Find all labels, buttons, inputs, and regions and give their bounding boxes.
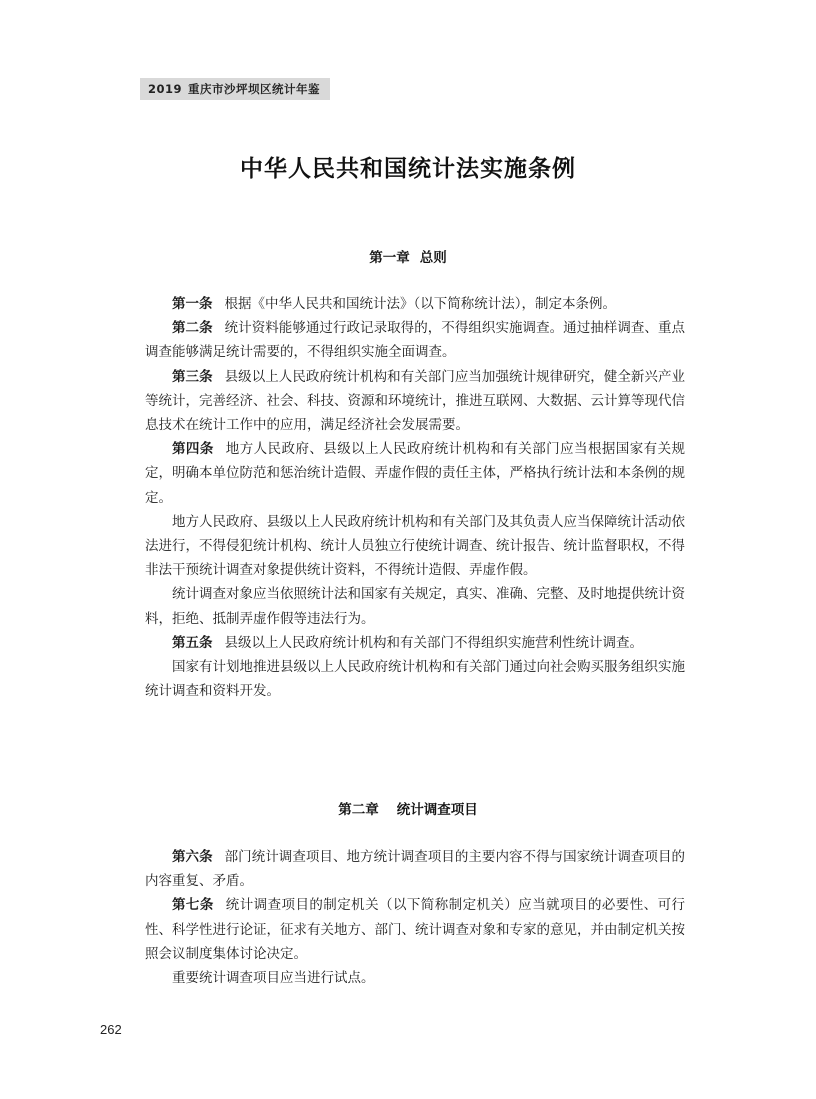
- article-number: 第三条: [172, 368, 213, 385]
- page-number: 262: [100, 1022, 122, 1037]
- article-paragraph: [145, 437, 685, 510]
- header-book-title: 重庆市沙坪坝区统计年鉴: [188, 82, 321, 96]
- article-text: 县级以上人民政府统计机构和有关部门不得组织实施营利性统计调查。: [224, 634, 643, 651]
- article-paragraph: [145, 582, 685, 630]
- chapter-1-body: [145, 292, 685, 703]
- article-text: 重要统计调查项目应当进行试点。: [172, 970, 375, 987]
- article-text: 统计调查项目的制定机关（以下简称制定机关）应当就项目的必要性、可行性、科学性进行论证，征求有关地方、部门、统计调查对象和专家的意见，并由制定机关按照会议制度集体讨论决定。: [145, 897, 686, 962]
- article-text: 统计调查对象应当依照统计法和国家有关规定，真实、准确、完整、及时地提供统计资料，拒绝、抵制弄虚作假等违法行为。: [145, 586, 685, 627]
- article-number: 第四条: [172, 441, 214, 458]
- article-text: 根据《中华人民共和国统计法》（以下简称统计法），制定本条例。: [224, 296, 616, 312]
- article-text: 县级以上人民政府统计机构和有关部门应当加强统计规律研究，健全新兴产业等统计，完善经济、社会、科技、资源和环境统计，推进互联网、大数据、云计算等现代信息技术在统计工作中的应用，满足经济社会发展需要。: [145, 368, 685, 434]
- article-text: 国家有计划地推进县级以上人民政府统计机构和有关部门通过向社会购买服务组织实施统计调查和资料开发。: [145, 659, 685, 700]
- running-header: [140, 78, 736, 100]
- article-number: 第一条: [172, 296, 213, 312]
- document-title: 中华人民共和国统计法实施条例: [240, 156, 576, 182]
- article-text: 地方人民政府、县级以上人民政府统计机构和有关部门及其负责人应当保障统计活动依法进行，不得侵犯统计机构、统计人员独立行使统计调查、统计报告、统计监督职权，不得非法干预统计调查对象提供统计资料，不得统计造假、弄虚作假。: [145, 513, 685, 579]
- chapter-1-title: 总则: [419, 250, 447, 266]
- chapter-1-number: 第一章: [369, 250, 410, 266]
- article-paragraph: [145, 292, 685, 316]
- article-number: 第七条: [172, 897, 214, 914]
- chapter-2-body: [145, 845, 685, 990]
- article-number: 第五条: [172, 634, 213, 651]
- article-paragraph: [145, 966, 685, 990]
- running-header-tab: [140, 78, 330, 100]
- chapter-2-number: 第二章: [338, 802, 379, 818]
- article-paragraph: [145, 510, 685, 583]
- article-text: 地方人民政府、县级以上人民政府统计机构和有关部门应当根据国家有关规定，明确本单位防范和惩治统计造假、弄虚作假的责任主体，严格执行统计法和本条例的规定。: [145, 441, 686, 506]
- chapter-2-heading: [0, 798, 816, 818]
- chapter-1-heading: [0, 246, 816, 266]
- header-year: 2019: [148, 82, 183, 96]
- article-paragraph: [145, 845, 685, 893]
- article-paragraph: [145, 316, 685, 364]
- article-text: 部门统计调查项目、地方统计调查项目的主要内容不得与国家统计调查项目的内容重复、矛盾。: [145, 849, 685, 890]
- chapter-2-title: 统计调查项目: [396, 802, 478, 818]
- article-paragraph: [145, 631, 685, 655]
- article-paragraph: [145, 655, 685, 703]
- article-number: 第二条: [172, 320, 213, 337]
- article-paragraph: [145, 893, 685, 966]
- article-text: 统计资料能够通过行政记录取得的，不得组织实施调查。通过抽样调查、重点调查能够满足统计需要的，不得组织实施全面调查。: [145, 320, 685, 361]
- article-paragraph: [145, 365, 685, 438]
- article-number: 第六条: [172, 849, 213, 865]
